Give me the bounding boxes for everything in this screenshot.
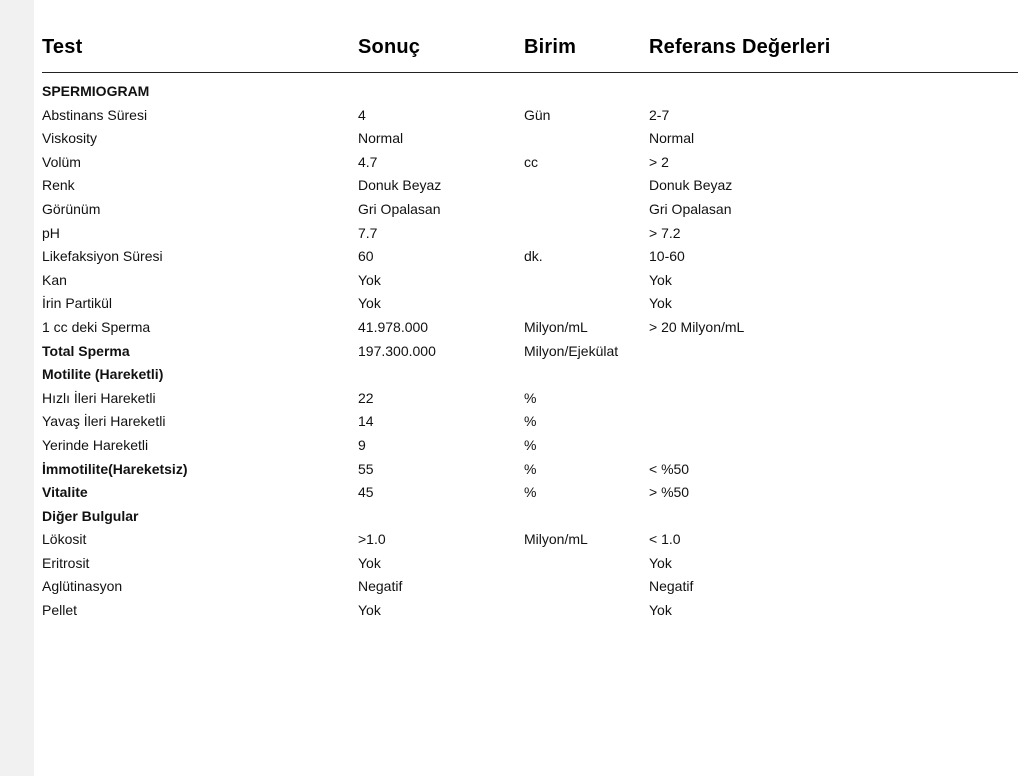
reference-value: Gri Opalasan — [649, 200, 732, 217]
unit-value: Gün — [524, 106, 551, 123]
unit-value: cc — [524, 153, 538, 170]
table-header — [42, 36, 1018, 73]
unit-value: % — [524, 484, 537, 501]
reference-value: > 20 Milyon/mL — [649, 318, 745, 335]
test-name: Yerinde Hareketli — [42, 436, 149, 453]
test-name: Lökosit — [42, 531, 87, 548]
test-name: Total Sperma — [42, 342, 130, 359]
result-value: Negatif — [358, 578, 403, 595]
header-result: Sonuç — [358, 36, 421, 58]
reference-value: 2-7 — [649, 106, 670, 123]
test-name: Pellet — [42, 602, 78, 619]
table-row — [42, 80, 1018, 104]
table-row — [42, 458, 1018, 482]
result-value: Donuk Beyaz — [358, 177, 442, 194]
table-row — [42, 363, 1018, 387]
unit-value: Milyon/mL — [524, 531, 588, 548]
unit-value: % — [524, 436, 537, 453]
result-value: 7.7 — [358, 224, 378, 241]
unit-value: % — [524, 389, 537, 406]
result-value: 60 — [358, 248, 374, 265]
unit-value: dk. — [524, 248, 543, 265]
unit-value: % — [524, 413, 537, 430]
table-row — [42, 434, 1018, 458]
table-row — [42, 599, 1018, 623]
test-name: Aglütinasyon — [42, 578, 123, 595]
reference-value: Donuk Beyaz — [649, 177, 733, 194]
test-name: Likefaksiyon Süresi — [42, 248, 163, 265]
table-row — [42, 340, 1018, 364]
test-name: 1 cc deki Sperma — [42, 318, 151, 335]
report-page — [34, 0, 1024, 776]
result-value: 197.300.000 — [358, 342, 436, 359]
reference-value: < 1.0 — [649, 531, 681, 548]
result-value: 4 — [358, 106, 366, 123]
test-name: Abstinans Süresi — [42, 106, 148, 123]
table-row — [42, 174, 1018, 198]
test-name: SPERMIOGRAM — [42, 83, 150, 99]
reference-value: Normal — [649, 130, 695, 147]
reference-value: Yok — [649, 602, 672, 619]
test-name: Eritrosit — [42, 554, 90, 571]
test-name: Motilite (Hareketli) — [42, 366, 164, 383]
unit-value: % — [524, 460, 537, 477]
unit-value: Milyon/Ejekülat — [524, 342, 619, 359]
table-row — [42, 151, 1018, 175]
result-value: Normal — [358, 130, 404, 147]
reference-value: Yok — [649, 554, 672, 571]
reference-value: < %50 — [649, 460, 690, 477]
reference-value: > 7.2 — [649, 224, 681, 241]
table-row — [42, 552, 1018, 576]
result-value: >1.0 — [358, 531, 386, 548]
reference-value: > %50 — [649, 484, 690, 501]
result-value: 45 — [358, 484, 374, 501]
test-name: Volüm — [42, 153, 81, 170]
result-value: 22 — [358, 389, 374, 406]
reference-value: > 2 — [649, 153, 669, 170]
header-test: Test — [42, 36, 83, 58]
result-value: Gri Opalasan — [358, 200, 441, 217]
result-value: 41.978.000 — [358, 318, 429, 335]
result-value: 55 — [358, 460, 374, 477]
table-row — [42, 528, 1018, 552]
test-name: Viskosity — [42, 130, 97, 147]
result-value: 4.7 — [358, 153, 378, 170]
table-row — [42, 269, 1018, 293]
test-name: Diğer Bulgular — [42, 507, 139, 524]
result-value: 9 — [358, 436, 366, 453]
reference-value: 10-60 — [649, 248, 685, 265]
table-row — [42, 222, 1018, 246]
test-name: pH — [42, 224, 60, 241]
reference-value: Yok — [649, 295, 672, 312]
table-row — [42, 292, 1018, 316]
test-name: İmmotilite(Hareketsiz) — [42, 460, 188, 477]
test-name: Hızlı İleri Hareketli — [42, 389, 156, 406]
result-value: Yok — [358, 271, 381, 288]
result-value: 14 — [358, 413, 374, 430]
header-unit: Birim — [524, 36, 577, 58]
test-name: Renk — [42, 177, 75, 194]
table-row — [42, 245, 1018, 269]
test-name: Görünüm — [42, 200, 101, 217]
reference-value: Negatif — [649, 578, 694, 595]
table-row — [42, 410, 1018, 434]
results-table-body — [42, 80, 1018, 623]
table-row — [42, 575, 1018, 599]
test-name: İrin Partikül — [42, 295, 113, 312]
table-row — [42, 387, 1018, 411]
table-row — [42, 505, 1018, 529]
test-name: Vitalite — [42, 484, 88, 501]
header-reference: Referans Değerleri — [649, 36, 831, 58]
table-row — [42, 104, 1018, 128]
test-name: Yavaş İleri Hareketli — [42, 413, 166, 430]
result-value: Yok — [358, 554, 381, 571]
result-value: Yok — [358, 295, 381, 312]
table-row — [42, 127, 1018, 151]
result-value: Yok — [358, 602, 381, 619]
unit-value: Milyon/mL — [524, 318, 588, 335]
reference-value: Yok — [649, 271, 672, 288]
table-row — [42, 481, 1018, 505]
test-name: Kan — [42, 271, 67, 288]
table-row — [42, 316, 1018, 340]
table-row — [42, 198, 1018, 222]
